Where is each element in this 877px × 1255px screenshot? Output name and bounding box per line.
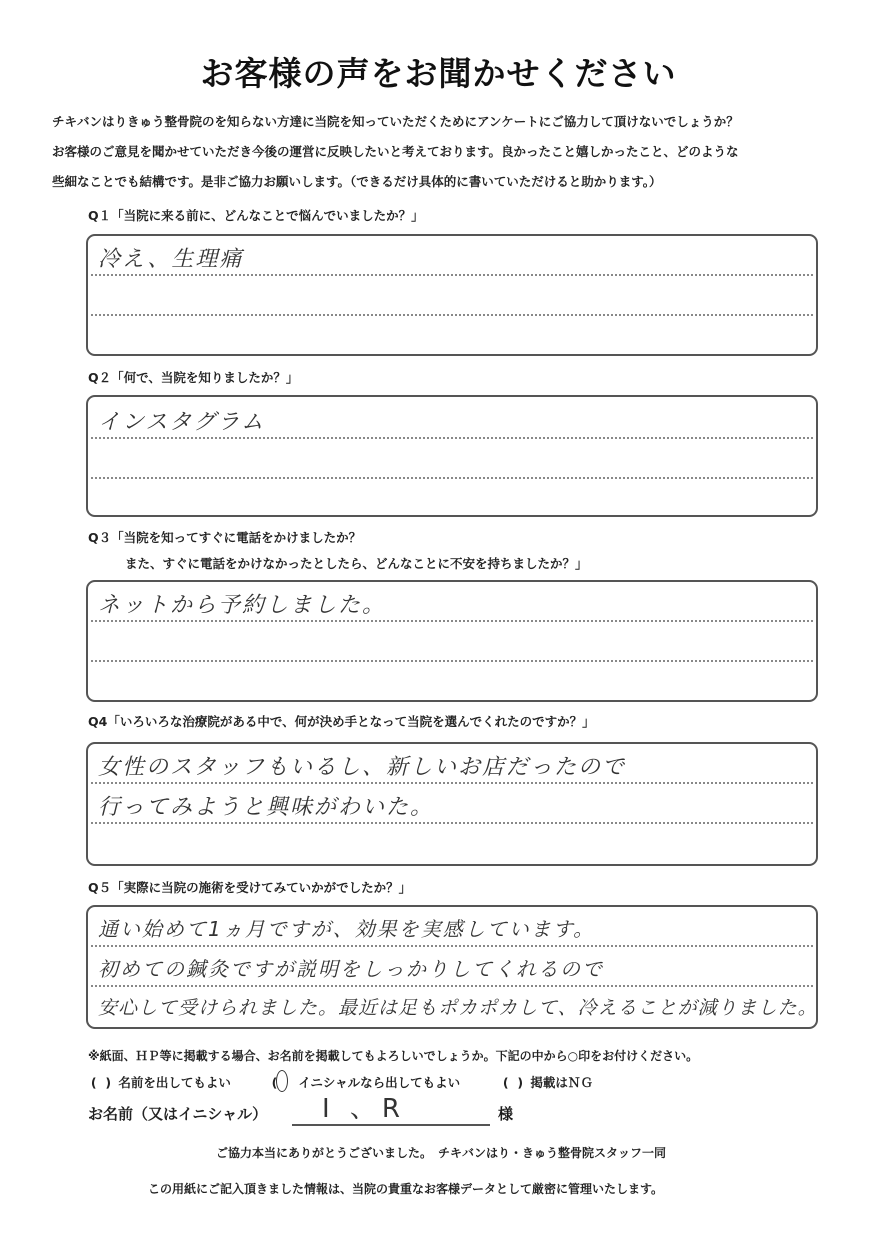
answer-box-q4[interactable] [86,742,818,866]
answer-box-q1[interactable] [86,234,818,356]
ruled-line [91,945,813,947]
footer-privacy: この用紙にご記入頂きました情報は、当院の貴重なお客様データとして厳密に管理いたします。 [148,1182,664,1196]
checkbox-paren[interactable]: ( ) [502,1075,524,1090]
question-1-label: Q１「当院に来る前に、どんなことで悩んでいましたか？」 [88,208,424,223]
ruled-line [91,985,813,987]
question-5-label: Q５「実際に当院の施術を受けてみていかがでしたか？」 [88,880,412,895]
question-4-label: Q4「いろいろな治療院がある中で、何が決め手となって当院を選んでくれたのですか？」 [88,714,595,729]
option-label: イニシャルなら出してもよい [298,1075,461,1090]
answer-box-q2[interactable] [86,395,818,517]
ruled-line [91,274,813,276]
name-label: お名前（又はイニシャル） [88,1105,268,1123]
answer-q5-line-1: 通い始めて1ヵ月ですが、効果を実感しています。 [98,917,596,941]
ruled-line [91,822,813,824]
question-3-sublabel: また、すぐに電話をかけなかったとしたら、どんなことに不安を持ちましたか？」 [125,556,588,571]
answer-q4-line-2: 行ってみようと興味がわいた。 [98,795,435,820]
checkbox-paren[interactable]: ( [268,1075,294,1090]
checkbox-paren[interactable]: ( ) [90,1075,112,1090]
ruled-line [91,437,813,439]
intro-line-2: お客様のご意見を聞かせていただき今後の運営に反映したいと考えております。良かったこと嬉しかったこと、どのような [52,144,739,159]
footer-thanks: ご協力本当にありがとうございました。 チキバンはり・きゅう整骨院スタッフ一同 [216,1146,667,1160]
answer-box-q5[interactable] [86,905,818,1029]
answer-q2-line-1: インスタグラム [98,410,266,435]
circle-mark-icon [276,1070,288,1092]
answer-q5-line-3: 安心して受けられました。最近は足もポカポカして、冷えることが減りました。 [98,997,818,1019]
consent-option-ng[interactable] [500,1073,593,1091]
ruled-line [91,660,813,662]
answer-box-q3[interactable] [86,580,818,702]
intro-line-1: チキバンはりきゅう整骨院のを知らない方達に当院を知っていただくためにアンケートにご協力して頂けないでしょうか？ [52,114,739,129]
name-value: I 、R [322,1094,406,1124]
ruled-line [91,477,813,479]
question-3-label: Q３「当院を知ってすぐに電話をかけましたか？ [88,530,362,545]
answer-q5-line-2: 初めての鍼灸ですが説明をしっかりしてくれるので [98,957,604,981]
option-label: 掲載はＮＧ [530,1075,593,1090]
consent-notice: ※紙面、ＨＰ等に掲載する場合、お名前を掲載してもよろしいでしょうか。下記の中から○印をお付けください。 [88,1049,699,1063]
ruled-line [91,782,813,784]
answer-q3-line-1: ネットから予約しました。 [98,593,387,618]
question-2-label: Q２「何で、当院を知りましたか？」 [88,370,299,385]
ruled-line [91,620,813,622]
option-label: 名前を出してもよい [118,1075,231,1090]
answer-q4-line-1: 女性のスタッフもいるし、新しいお店だったので [98,755,627,780]
intro-line-3: 些細なことでも結構です。是非ご協力お願いします。（できるだけ具体的に書いていただけると助かります。） [52,174,662,189]
ruled-line [91,314,813,316]
name-suffix: 様 [498,1105,514,1123]
consent-option-name[interactable] [88,1073,231,1091]
answer-q1-line-1: 冷え、生理痛 [98,247,244,272]
page-title: お客様の声をお聞かせください [200,54,677,93]
